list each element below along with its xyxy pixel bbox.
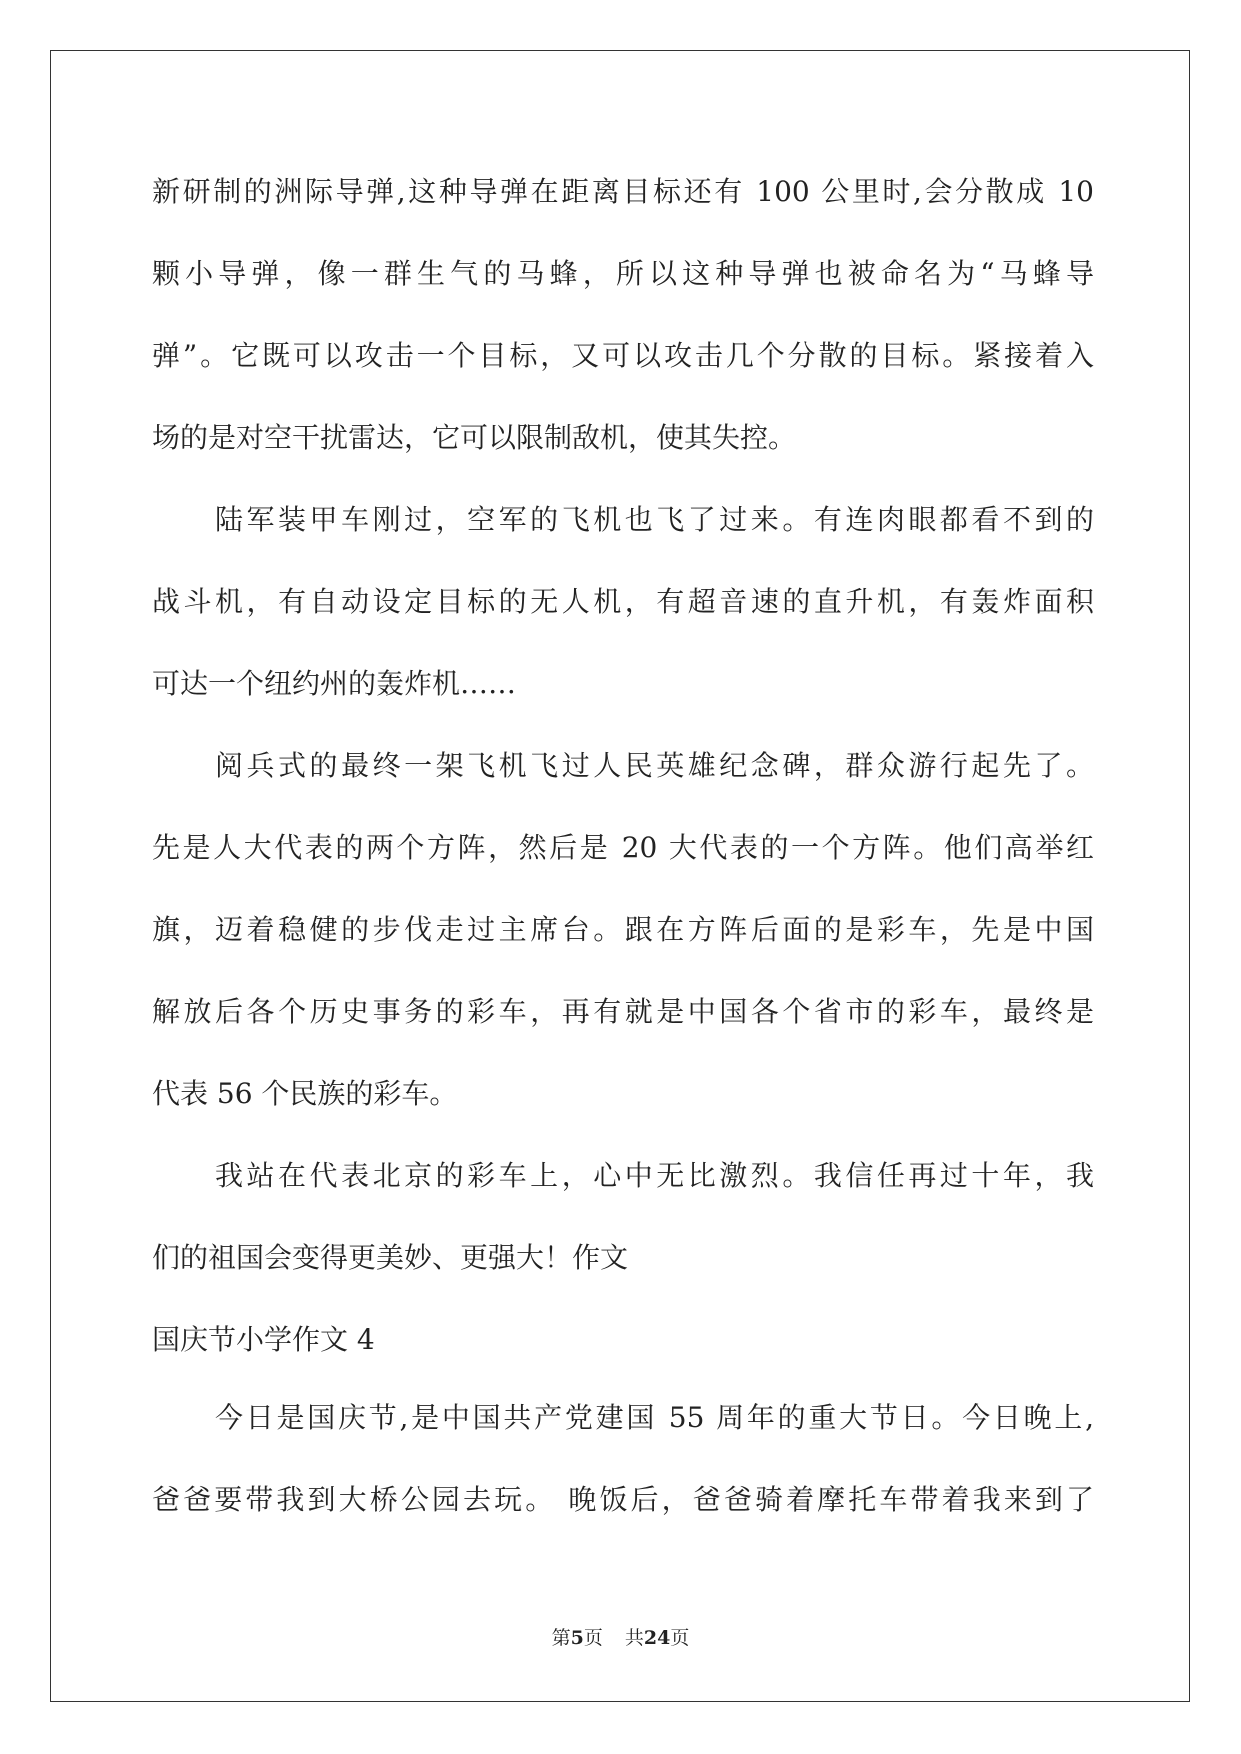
text-line: 弹”。它既可以攻击一个目标，又可以攻击几个分散的目标。紧接着入: [152, 339, 1094, 372]
page-current-number: 5: [570, 1627, 584, 1649]
text-line: 旗，迈着稳健的步伐走过主席台。跟在方阵后面的是彩车，先是中国: [152, 913, 1094, 946]
text-line: 先是人大代表的两个方阵，然后是 20 大代表的一个方阵。他们高举红: [152, 831, 1094, 864]
text-line: 场的是对空干扰雷达，它可以限制敌机，使其失控。: [152, 421, 797, 454]
text-line: 颗小导弹，像一群生气的马蜂，所以这种导弹也被命名为“马蜂导: [152, 257, 1094, 290]
text-line: 战斗机，有自动设定目标的无人机，有超音速的直升机，有轰炸面积: [152, 585, 1094, 618]
text-line: 们的祖国会变得更美妙、更强大！作文: [152, 1241, 629, 1274]
page-footer: [0, 1623, 1241, 1650]
total-label-prefix: 共: [624, 1627, 644, 1649]
document-body: [152, 162, 1094, 1552]
text-line: 代表 56 个民族的彩车。: [152, 1077, 458, 1110]
text-line: 爸爸要带我到大桥公园去玩。 晚饭后，爸爸骑着摩托车带着我来到了: [152, 1483, 1094, 1516]
page-total-number: 24: [643, 1627, 671, 1649]
text-line: 可达一个纽约州的轰炸机……: [152, 667, 517, 700]
paragraph-first-line: 阅兵式的最终一架飞机飞过人民英雄纪念碑，群众游行起先了。: [215, 749, 1094, 782]
paragraph-first-line: 陆军装甲车刚过，空军的飞机也飞了过来。有连肉眼都看不到的: [215, 503, 1094, 536]
text-line: 新研制的洲际导弹,这种导弹在距离目标还有 100 公里时,会分散成 10: [152, 175, 1094, 208]
text-line: 解放后各个历史事务的彩车，再有就是中国各个省市的彩车，最终是: [152, 995, 1094, 1028]
page-label-suffix: 页: [583, 1627, 603, 1649]
paragraph-first-line: 今日是国庆节,是中国共产党建国 55 周年的重大节日。今日晚上,: [215, 1401, 1094, 1434]
paragraph-first-line: 我站在代表北京的彩车上，心中无比激烈。我信任再过十年，我: [215, 1159, 1094, 1192]
page-label-prefix: 第: [551, 1627, 571, 1649]
total-label-suffix: 页: [670, 1627, 690, 1649]
section-heading: 国庆节小学作文 4: [152, 1323, 375, 1356]
